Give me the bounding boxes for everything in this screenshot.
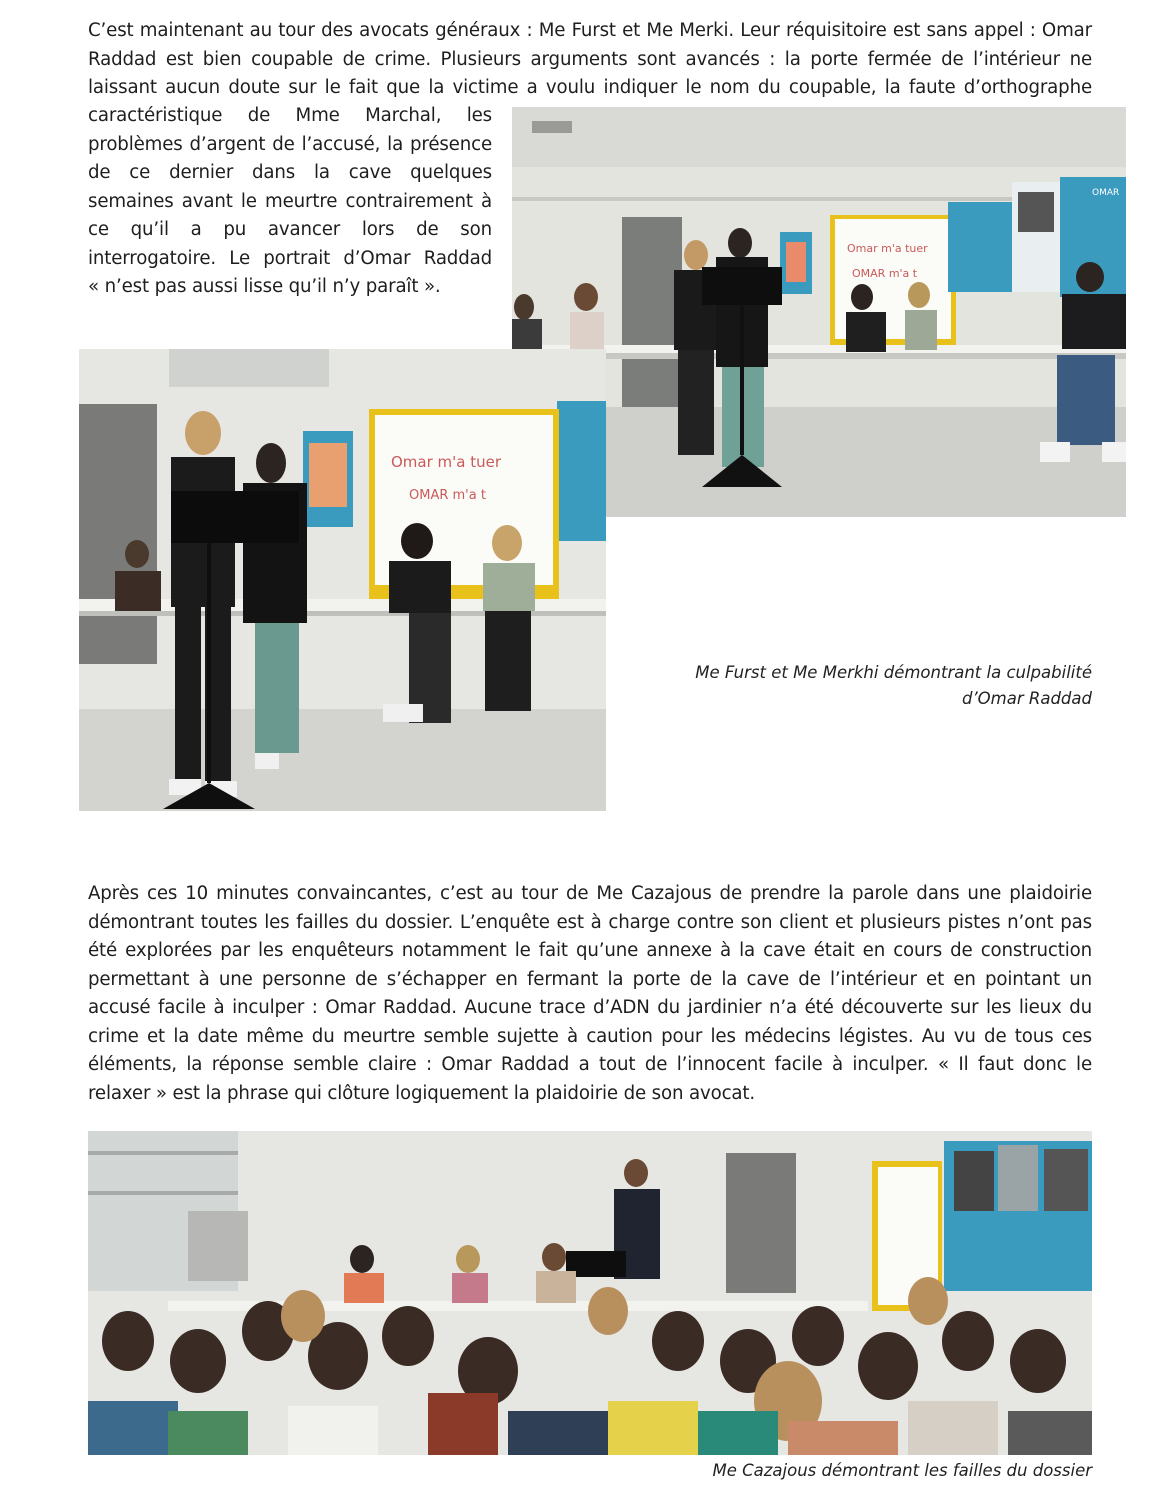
- paragraph-2-line: accusé facile à inculper : Omar Raddad. Aucune trace d’ADN du jardinier n’a été découverte sur les lieux du: [88, 997, 1092, 1018]
- paragraph-2-line: crime et la date même du meurtre semble sujette à caution pour les médecins légistes. Au vu de tous ces: [88, 1025, 1092, 1047]
- paragraph-1-line: Raddad est bien coupable de crime. Plusieurs arguments sont avancés : la porte fermée de l’intérieur ne: [88, 48, 1092, 70]
- paragraph-1-line: laissant aucun doute sur le fait que la victime a voulu indiquer le nom du coupable, la faute d’orthographe: [88, 77, 1092, 98]
- board-text-line2: OMAR m'a t: [409, 488, 486, 503]
- paragraph-1-line: ce qu’il a pu avancer lors de son: [88, 219, 492, 240]
- paragraph-2-line: été explorées par les enquêteurs notamment le fait qu’une annexe à la cave était en cours de construction: [88, 940, 1092, 961]
- paragraph-2-line: éléments, la réponse semble claire : Omar Raddad a tout de l’innocent facile à inculper. « Il faut donc le: [88, 1054, 1092, 1075]
- paragraph-1-line: caractéristique de Mme Marchal, les: [88, 105, 492, 126]
- paragraph-1-line: C’est maintenant au tour des avocats généraux : Me Furst et Me Merki. Leur réquisitoire est sans appel : Omar: [88, 20, 1092, 41]
- paragraph-1-wrapped: [88, 102, 492, 302]
- paragraph-1-line: « n’est pas aussi lisse qu’il n’y paraît ».: [88, 276, 441, 297]
- paragraph-1-line: interrogatoire. Le portrait d’Omar Raddad: [88, 247, 492, 269]
- caption-photo-defense: [520, 1458, 1092, 1484]
- board-text-line2: OMAR m'a t: [852, 267, 918, 280]
- caption-1-line1: Me Furst et Me Merkhi démontrant la culpabilité: [695, 663, 1092, 682]
- caption-1-line2: d’Omar Raddad: [961, 689, 1092, 708]
- paragraph-2-line: démontrant toutes les failles du dossier. L’enquête est à charge contre son client et plusieurs pistes n’ont pas: [88, 911, 1092, 933]
- paragraph-2-line: relaxer » est la phrase qui clôture logiquement la plaidoirie de son avocat.: [88, 1082, 756, 1104]
- paragraph-1-full: [88, 17, 1092, 103]
- photo-two-prosecutors: [79, 349, 606, 811]
- paragraph-1-line: problèmes d’argent de l’accusé, la présence: [88, 133, 492, 155]
- caption-2-text: Me Cazajous démontrant les failles du dossier: [712, 1461, 1092, 1480]
- board-text-line1: Omar m'a tuer: [391, 453, 502, 471]
- caption-photo-prosecutors: [620, 660, 1092, 712]
- paragraph-1-line: de ce dernier dans la cave quelques: [88, 162, 492, 183]
- paragraph-2: [88, 880, 1092, 1108]
- paragraph-2-line: permettant à une personne de s’échapper en fermant la porte de la cave de l’intérieur et en pointant un: [88, 968, 1092, 990]
- paragraph-2-line: Après ces 10 minutes convaincantes, c’est au tour de Me Cazajous de prendre la parole dans une plaidoirie: [88, 883, 1092, 904]
- board-text-line1: Omar m'a tuer: [847, 242, 928, 255]
- paragraph-1-line: semaines avant le meurtre contrairement à: [88, 190, 492, 212]
- photo-defense-pleading: [88, 1131, 1092, 1455]
- poster-title: OMAR: [1092, 188, 1120, 198]
